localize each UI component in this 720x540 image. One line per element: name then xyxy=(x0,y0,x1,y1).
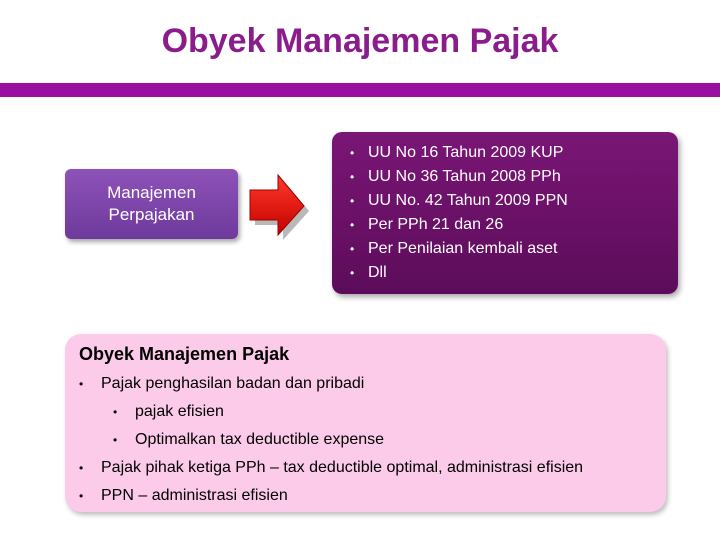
list-item-text: pajak efisien xyxy=(135,403,224,420)
list-item xyxy=(350,141,568,165)
sub-list-item xyxy=(79,398,583,426)
list-item-text: UU No. 42 Tahun 2009 PPN xyxy=(368,192,568,209)
regulations-list xyxy=(350,141,568,285)
list-item xyxy=(350,189,568,213)
list-item-text: UU No 16 Tahun 2009 KUP xyxy=(368,144,564,161)
title-divider-bar xyxy=(0,83,720,97)
objects-list xyxy=(79,370,583,510)
bullet: • xyxy=(79,461,84,475)
manajemen-perpajakan-box xyxy=(65,169,238,239)
bullet: • xyxy=(350,194,355,208)
list-item-text: Per Penilaian kembali aset xyxy=(368,240,558,257)
list-item-text: Optimalkan tax deductible expense xyxy=(135,431,385,448)
bullet: • xyxy=(79,489,84,503)
left-box-line-1: Manajemen xyxy=(107,183,196,202)
left-box-line-2: Perpajakan xyxy=(108,205,195,224)
list-item xyxy=(79,454,583,482)
list-item xyxy=(350,165,568,189)
bullet: • xyxy=(113,405,118,419)
bullet: • xyxy=(350,170,355,184)
right-arrow-icon xyxy=(248,171,310,241)
list-item xyxy=(350,237,568,261)
slide-title: Obyek Manajemen Pajak xyxy=(161,22,559,60)
list-item-text: Dll xyxy=(368,264,387,281)
bullet: • xyxy=(350,266,355,280)
bullet: • xyxy=(350,146,355,160)
regulations-box xyxy=(332,132,678,294)
sub-list-item xyxy=(79,426,583,454)
bullet: • xyxy=(350,218,355,232)
list-item-text: Per PPh 21 dan 26 xyxy=(368,216,504,233)
obyek-manajemen-pajak-box xyxy=(65,334,666,512)
bullet: • xyxy=(79,377,84,391)
list-item xyxy=(79,370,583,398)
list-item-text: PPN – administrasi efisien xyxy=(101,487,288,504)
bullet: • xyxy=(113,433,118,447)
list-item xyxy=(79,482,583,510)
list-item xyxy=(350,213,568,237)
bottom-box-heading: Obyek Manajemen Pajak xyxy=(79,344,290,364)
list-item-text: Pajak penghasilan badan dan pribadi xyxy=(101,375,365,392)
list-item xyxy=(350,261,568,285)
list-item-text: UU No 36 Tahun 2008 PPh xyxy=(368,168,561,185)
bullet: • xyxy=(350,242,355,256)
list-item-text: Pajak pihak ketiga PPh – tax deductible optimal, administrasi efisien xyxy=(101,459,584,476)
